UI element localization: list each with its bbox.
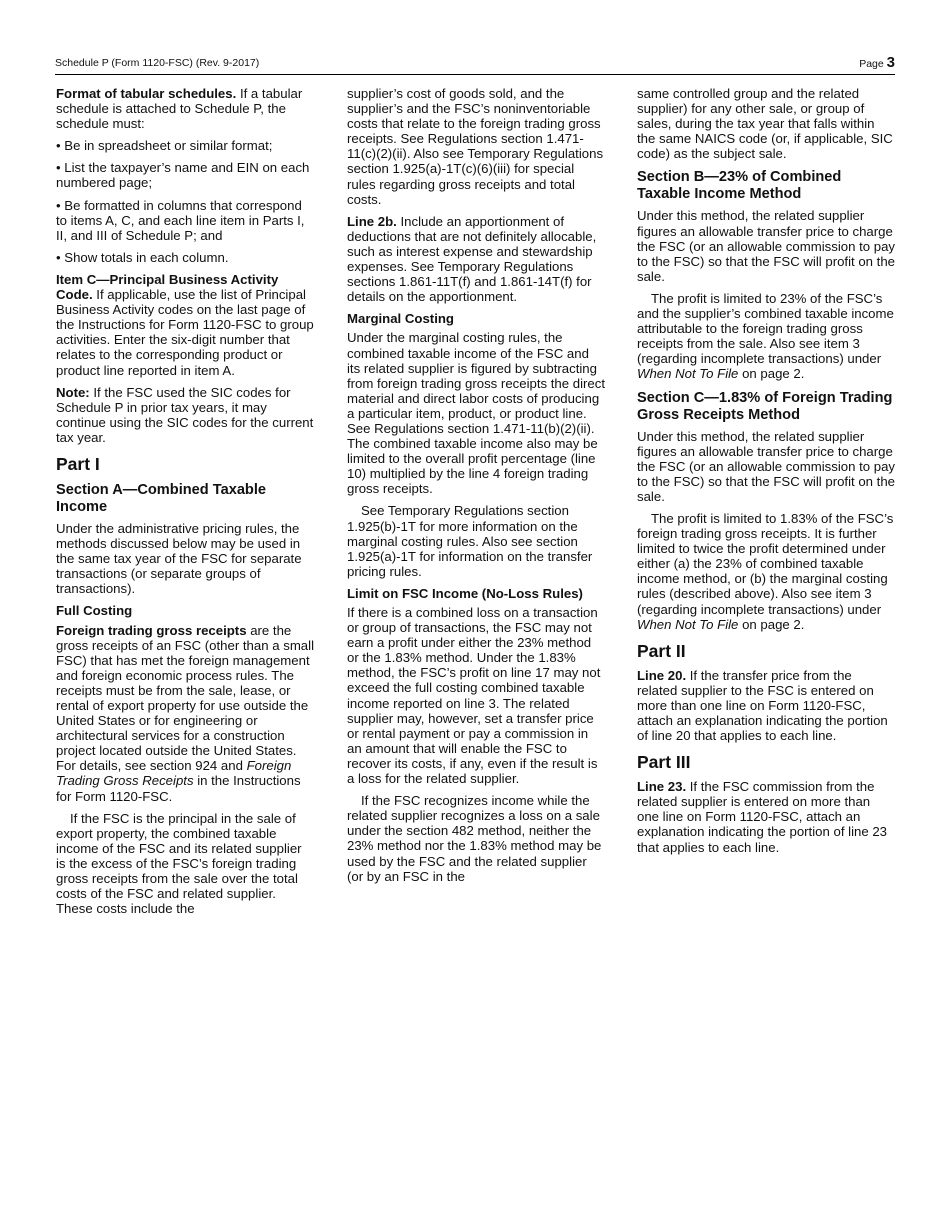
line-20-paragraph xyxy=(637,668,895,743)
line-23-paragraph xyxy=(637,779,895,854)
tabular-schedules-lead: Format of tabular schedules. xyxy=(56,86,237,101)
part-1-heading: Part I xyxy=(56,453,100,474)
section-c-limit-tail: on page 2. xyxy=(738,616,805,632)
line-20-lead: Line 20. xyxy=(637,667,687,683)
admin-pricing-paragraph: Under the administrative pricing rules, the methods discussed below may be used in the same tax year of the FSC for separate transactions (or separate groups of transactions). xyxy=(56,520,302,597)
column-2 xyxy=(347,86,605,1196)
section-a-heading: Section A—Combined Taxable Income xyxy=(56,481,267,515)
item-c-lead: Item C—Principal Business Activity Code. xyxy=(56,271,279,303)
bullet-item: • Show totals in each column. xyxy=(56,249,229,265)
tabular-schedules-text: If a tabular schedule is attached to Schedule P, the schedule must: xyxy=(56,86,303,132)
section-c-heading: Section C—1.83% of Foreign Trading Gross Receipts Method xyxy=(637,389,893,423)
marginal-costing-heading: Marginal Costing xyxy=(347,311,454,327)
column-3 xyxy=(637,86,895,1196)
limit-fsc-income-heading: Limit on FSC Income (No-Loss Rules) xyxy=(347,585,583,601)
ftgr-italic: Foreign Trading Gross Receipts xyxy=(56,758,292,789)
ftgr-text: are the gross receipts of an FSC (other than a small FSC) that has met the foreign management and foreign economic process rules. The receipts must be from the sale, lease, or rental of export property for use outside the United States or for engineering or architectural services for a construction project located outside the United States. For details, see section 924 and xyxy=(56,622,314,774)
when-not-to-file-italic: When Not To File xyxy=(637,366,739,382)
line-20-text: If the transfer price from the related supplier to the FSC is entered on more than one line on Form 1120-FSC, attach an explanation indicating the portion of line 20 that applies to each line. xyxy=(637,667,888,744)
section-b-limit-text: The profit is limited to 23% of the FSC’s and the supplier’s combined taxable income attributable to the foreign trading gross receipts from the sale. Also see item 3 (regarding incomplete transactions) under xyxy=(637,290,894,367)
ftgr-lead: Foreign trading gross receipts xyxy=(56,622,247,638)
ftgr-text-end: in the Instructions for Form 1120-FSC. xyxy=(56,773,301,804)
line-23-lead: Line 23. xyxy=(637,779,687,795)
note-paragraph xyxy=(56,385,314,445)
combined-loss-paragraph: If there is a combined loss on a transaction or group of transactions, the FSC may not earn a profit under either the 23% method or the 1.83% method. Under the 1.83% method, the FSC’s profit on line 17 may not exceed the full costing combined taxable income reported on line 3. The related supplier may, however, set a transfer price or rental payment or pay a commission in an amount that will enable the FSC to recover its costs, if any, even if the result is a loss for the related supplier. xyxy=(347,605,601,787)
page-number-value: 3 xyxy=(886,54,895,71)
form-reference: Schedule P (Form 1120-FSC) (Rev. 9-2017) xyxy=(55,57,260,69)
fsc-recognizes-income-paragraph: If the FSC recognizes income while the related supplier recognizes a loss on a sale under the section 482 method, neither the 23% method nor the 1.83% method may be used by the FSC and the related supplier (or by an FSC in the xyxy=(347,793,602,884)
section-b-limit-paragraph xyxy=(637,291,895,382)
bullet-item: • List the taxpayer’s name and EIN on each numbered page; xyxy=(56,160,310,191)
section-c-limit-paragraph xyxy=(637,511,895,632)
part-3-heading: Part III xyxy=(637,752,691,773)
tabular-schedules-paragraph xyxy=(56,86,314,131)
marginal-costing-paragraph: Under the marginal costing rules, the combined taxable income of the FSC and its related supplier is figured by subtracting from foreign trading gross receipts the direct material and direct labor costs of producing a particular item, product, or product line. See Regulations section 1.471-11(b)(2)(ii). The combined taxable income also may be limited to the overall profit percentage (line 10) multiplied by the line 4 foreign trading gross receipts. xyxy=(347,330,605,497)
ftgr-paragraph xyxy=(56,623,314,804)
principal-sale-paragraph: If the FSC is the principal in the sale of export property, the combined taxable income of the FSC and its related supplier is the excess of the FSC’s foreign trading gross receipts from the sale over the total costs of the FSC and related supplier. These costs include the xyxy=(56,810,302,917)
column-1 xyxy=(56,86,314,1196)
item-c-paragraph xyxy=(56,272,314,378)
bullet-item: • Be in spreadsheet or similar format; xyxy=(56,138,273,154)
when-not-to-file-italic: When Not To File xyxy=(637,616,739,632)
full-costing-heading: Full Costing xyxy=(56,603,133,619)
page-label: Page xyxy=(859,58,884,70)
cost-of-goods-paragraph: supplier’s cost of goods sold, and the supplier’s and the FSC’s noninventoriable costs that relate to the foreign trading gross receipts. See Regulations section 1.471-11(c)(2)(ii). Also see Temporary Regulations section 1.925(a)-1T(c)(6)(iii) for special rules regarding gross receipts and total costs. xyxy=(347,86,604,207)
note-text: If the FSC used the SIC codes for Schedule P in prior tax years, it may continue using the SIC codes for the current tax year. xyxy=(56,384,314,445)
section-c-method-paragraph: Under this method, the related supplier figures an allowable transfer price to charge the FSC (or an allowable commission to pay to the FSC) so that the FSC will profit on the sale. xyxy=(637,428,895,504)
temp-regs-paragraph: See Temporary Regulations section 1.925(b)-1T for more information on the marginal costing rules. Also see section 1.925(a)-1T for information on the transfer pricing rules. xyxy=(347,503,593,579)
note-lead: Note: xyxy=(56,384,90,400)
item-c-text: If applicable, use the list of Principal Business Activity codes on the last page of the Instructions for Form 1120-FSC to group activities. Enter the six-digit number that relates to the corresponding product or product line reported in item A. xyxy=(56,287,314,378)
section-b-heading: Section B—23% of Combined Taxable Income Method xyxy=(637,169,842,203)
controlled-group-paragraph: same controlled group and the related supplier) for any other sale, or group of sales, during the tax year that falls within the same NAICS code (or, if applicable, SIC code) as the subject sale. xyxy=(637,86,893,162)
section-b-method-paragraph: Under this method, the related supplier figures an allowable transfer price to charge the FSC (or an allowable commission to pay to the FSC) so that the FSC will profit on the sale. xyxy=(637,208,895,284)
line-2b-paragraph xyxy=(347,214,605,305)
line-23-text: If the FSC commission from the related supplier is entered on more than one line on Form 1120-FSC, attach an explanation indicating the portion of line 23 that applies to each line. xyxy=(637,779,888,855)
line-2b-lead: Line 2b. xyxy=(347,213,397,229)
page-header xyxy=(55,52,895,75)
line-2b-text: Include an apportionment of deductions that are not definitely allocable, such as interest expense and stewardship expenses. See Temporary Regulations sections 1.861-11T(f) and 1.861-14T(f) for details on the apportionment. xyxy=(347,213,597,305)
part-2-heading: Part II xyxy=(637,640,686,661)
bullet-item: • Be formatted in columns that correspond to items A, C, and each line item in Parts I, II, and III of Schedule P; and xyxy=(56,197,305,243)
section-b-limit-tail: on page 2. xyxy=(738,366,805,382)
page-number xyxy=(859,54,895,71)
section-c-limit-text: The profit is limited to 1.83% of the FSC’s foreign trading gross receipts. It is further limited to twice the profit determined under either (a) the 23% of combined taxable income method, or (b) the marginal costing rules (described above). Also see item 3 (regarding incomplete transactions) under xyxy=(637,510,894,617)
